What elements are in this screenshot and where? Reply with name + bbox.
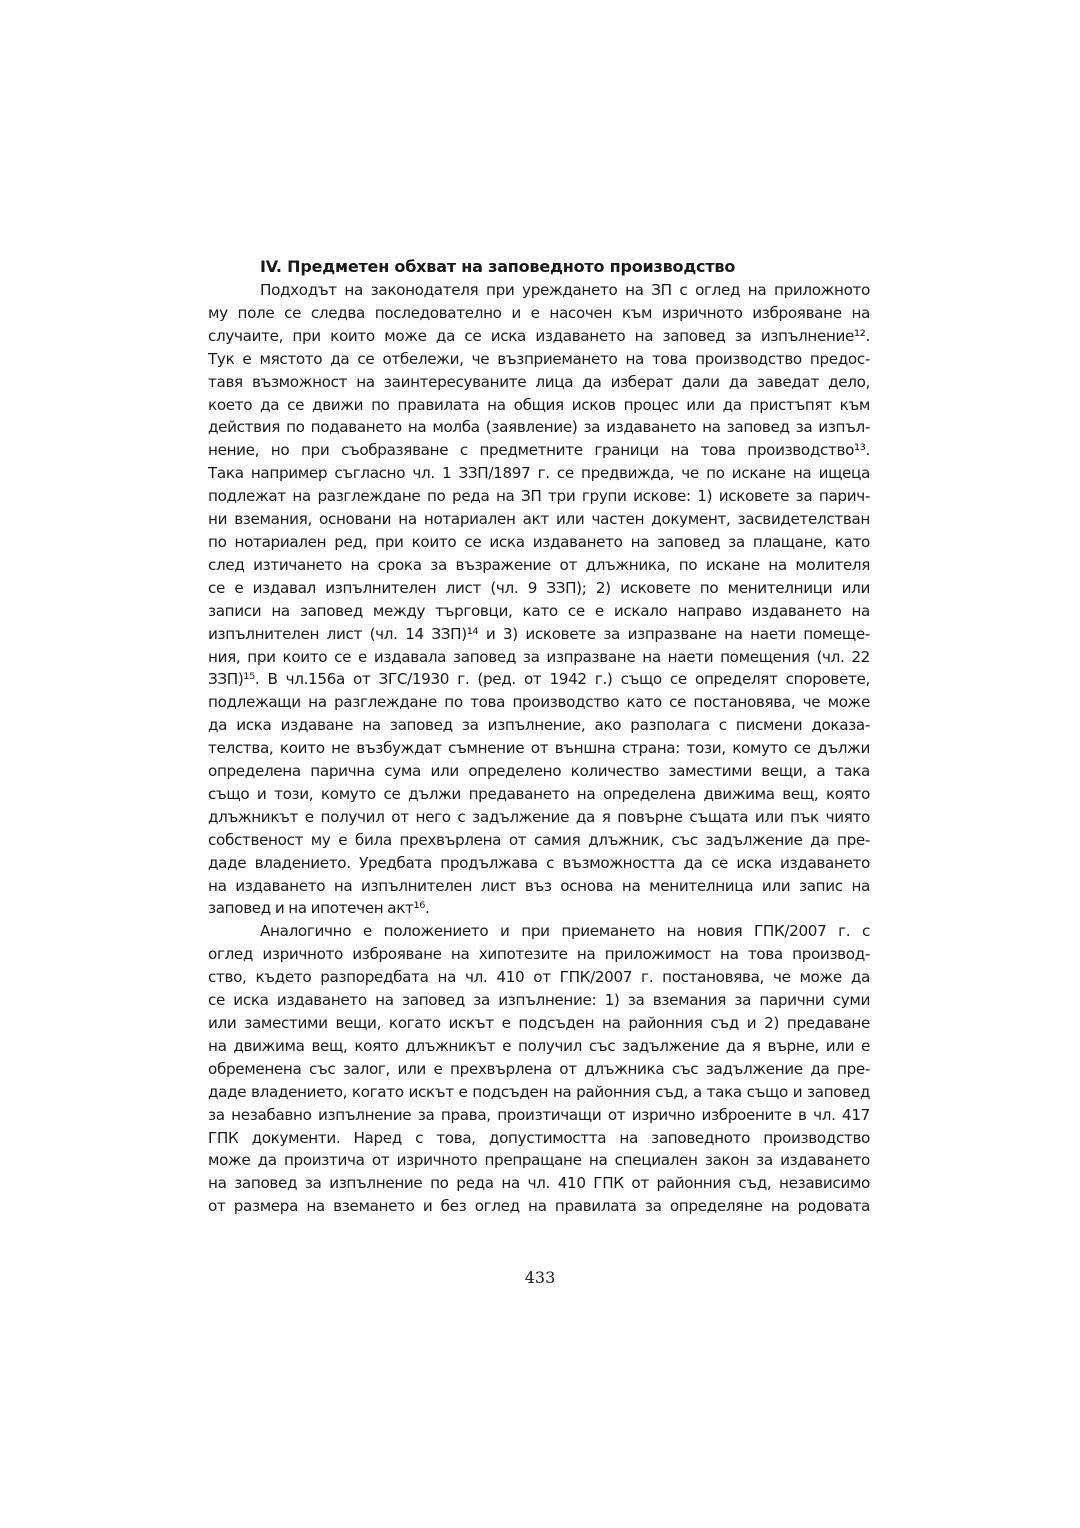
- text-line: ни вземания, основани на нотариален акт или частен документ, засвидетелстван: [208, 510, 870, 529]
- text-line: по нотариален ред, при които се иска издаването на заповед за плащане, като: [208, 532, 870, 551]
- text-line: записи на заповед между търговци, като се е искало направо издаването на: [208, 601, 870, 620]
- text-line: което да се движи по правилата на общия исков процес или да пристъпят към: [208, 395, 870, 414]
- text-line: се е издавал изпълнителен лист (чл. 9 ЗЗП); 2) исковете по менителници или: [208, 578, 870, 597]
- text-line: на заповед за изпълнение по реда на чл. 410 ГПК от районния съд, независимо: [208, 1174, 870, 1193]
- text-line: действия по подаването на молба (заявление) за издаването на заповед за изпъл-: [208, 418, 870, 437]
- text-line: да иска издаване на заповед за изпълнение, ако разполага с писмени доказа-: [208, 716, 870, 735]
- text-line: длъжникът е получил от него с задължение да я повърне същата или пък чиято: [208, 807, 870, 826]
- text-line: обременена със залог, или е прехвърлена от длъжника със задължение да пре-: [208, 1059, 870, 1078]
- body-text: [208, 255, 870, 1218]
- text-line: на издаването на изпълнителен лист въз основа на менителница или запис на: [208, 876, 870, 895]
- text-line: може да произтича от изричното препращане на специален закон за издаването: [208, 1151, 870, 1170]
- text-line: даде владението, когато искът е подсъден на районния съд, а така също и заповед: [208, 1082, 870, 1101]
- text-line: му поле се следва последователно и е насочен към изричното изброяване на: [208, 303, 870, 322]
- text-line: изпълнителен лист (чл. 14 ЗЗП)¹⁴ и 3) исковете за изпразване на наети помеще-: [208, 624, 870, 643]
- text-line: ЗЗП)¹⁵. В чл.156а от ЗГС/1930 г. (ред. от 1942 г.) също се определят споровете,: [208, 670, 870, 689]
- text-line: след изтичането на срока за възражение от длъжника, по искане на молителя: [208, 555, 870, 574]
- text-line: Подходът на законодателя при уреждането на ЗП с оглед на приложното: [260, 281, 870, 299]
- text-line: или заместими вещи, когато искът е подсъден на районния съд и 2) предаване: [208, 1014, 870, 1032]
- text-line: ГПК документи. Наред с това, допустимостта на заповедното производство: [208, 1128, 870, 1147]
- text-line: също и този, комуто се дължи предаването на определена движима вещ, която: [208, 784, 870, 803]
- text-line: ния, при които се е издавала заповед за изпразване на наети помещения (чл. 22: [208, 647, 870, 666]
- text-line: нение, но при съобразяване с предметните граници на това производство¹³.: [208, 441, 870, 460]
- text-line: случаите, при които може да се иска издаването на заповед за изпълнение¹².: [208, 326, 870, 345]
- text-line: собственост му е била прехвърлена от самия длъжник, със задължение да пре-: [208, 830, 870, 849]
- text-line: Тук е мястото да се отбележи, че възприемането на това производство предос-: [208, 349, 870, 368]
- text-line: заповед и на ипотечен акт¹⁶.: [208, 899, 430, 918]
- text-line: телства, които не възбуждат съмнение от външна страна: този, комуто се дължи: [208, 739, 870, 758]
- text-line: се иска издаването на заповед за изпълнение: 1) за вземания за парични суми: [208, 991, 870, 1010]
- paragraph-1: [208, 279, 870, 920]
- text-line: подлежат на разглеждане по реда на ЗП три групи искове: 1) исковете за парич-: [208, 487, 870, 506]
- text-line: на движима вещ, която длъжникът е получил със задължение да я върне, или е: [208, 1036, 870, 1055]
- text-line: за незабавно изпълнение за права, произтичащи от изрично изброените в чл. 417: [208, 1105, 870, 1124]
- text-line: даде владението. Уредбата продължава с възможността да се иска издаването: [208, 853, 870, 872]
- text-line: Аналогично е положението и при приемането на новия ГПК/2007 г. с: [260, 922, 870, 941]
- text-line: оглед изричното изброяване на хипотезите на приложимост на това производ-: [208, 945, 870, 964]
- page-number: 433: [524, 1268, 556, 1287]
- text-line: определена парична сума или определено количество заместими вещи, а така: [208, 762, 870, 781]
- section-heading: IV. Предметен обхват на заповедното производство: [260, 257, 736, 276]
- text-line: Така например съгласно чл. 1 ЗЗП/1897 г. се предвижда, че по искане на ищеца: [208, 464, 870, 483]
- text-line: ство, където разпоредбата на чл. 410 от ГПК/2007 г. постановява, че може да: [208, 968, 870, 987]
- text-line: подлежащи на разглеждане по това производство като се постановява, че може: [208, 693, 870, 712]
- text-line: тавя възможност на заинтересуваните лица да изберат дали да заведат дело,: [208, 372, 870, 391]
- paragraph-2: [208, 920, 870, 1218]
- text-line: от размера на вземането и без оглед на правилата за определяне на родовата: [208, 1197, 870, 1216]
